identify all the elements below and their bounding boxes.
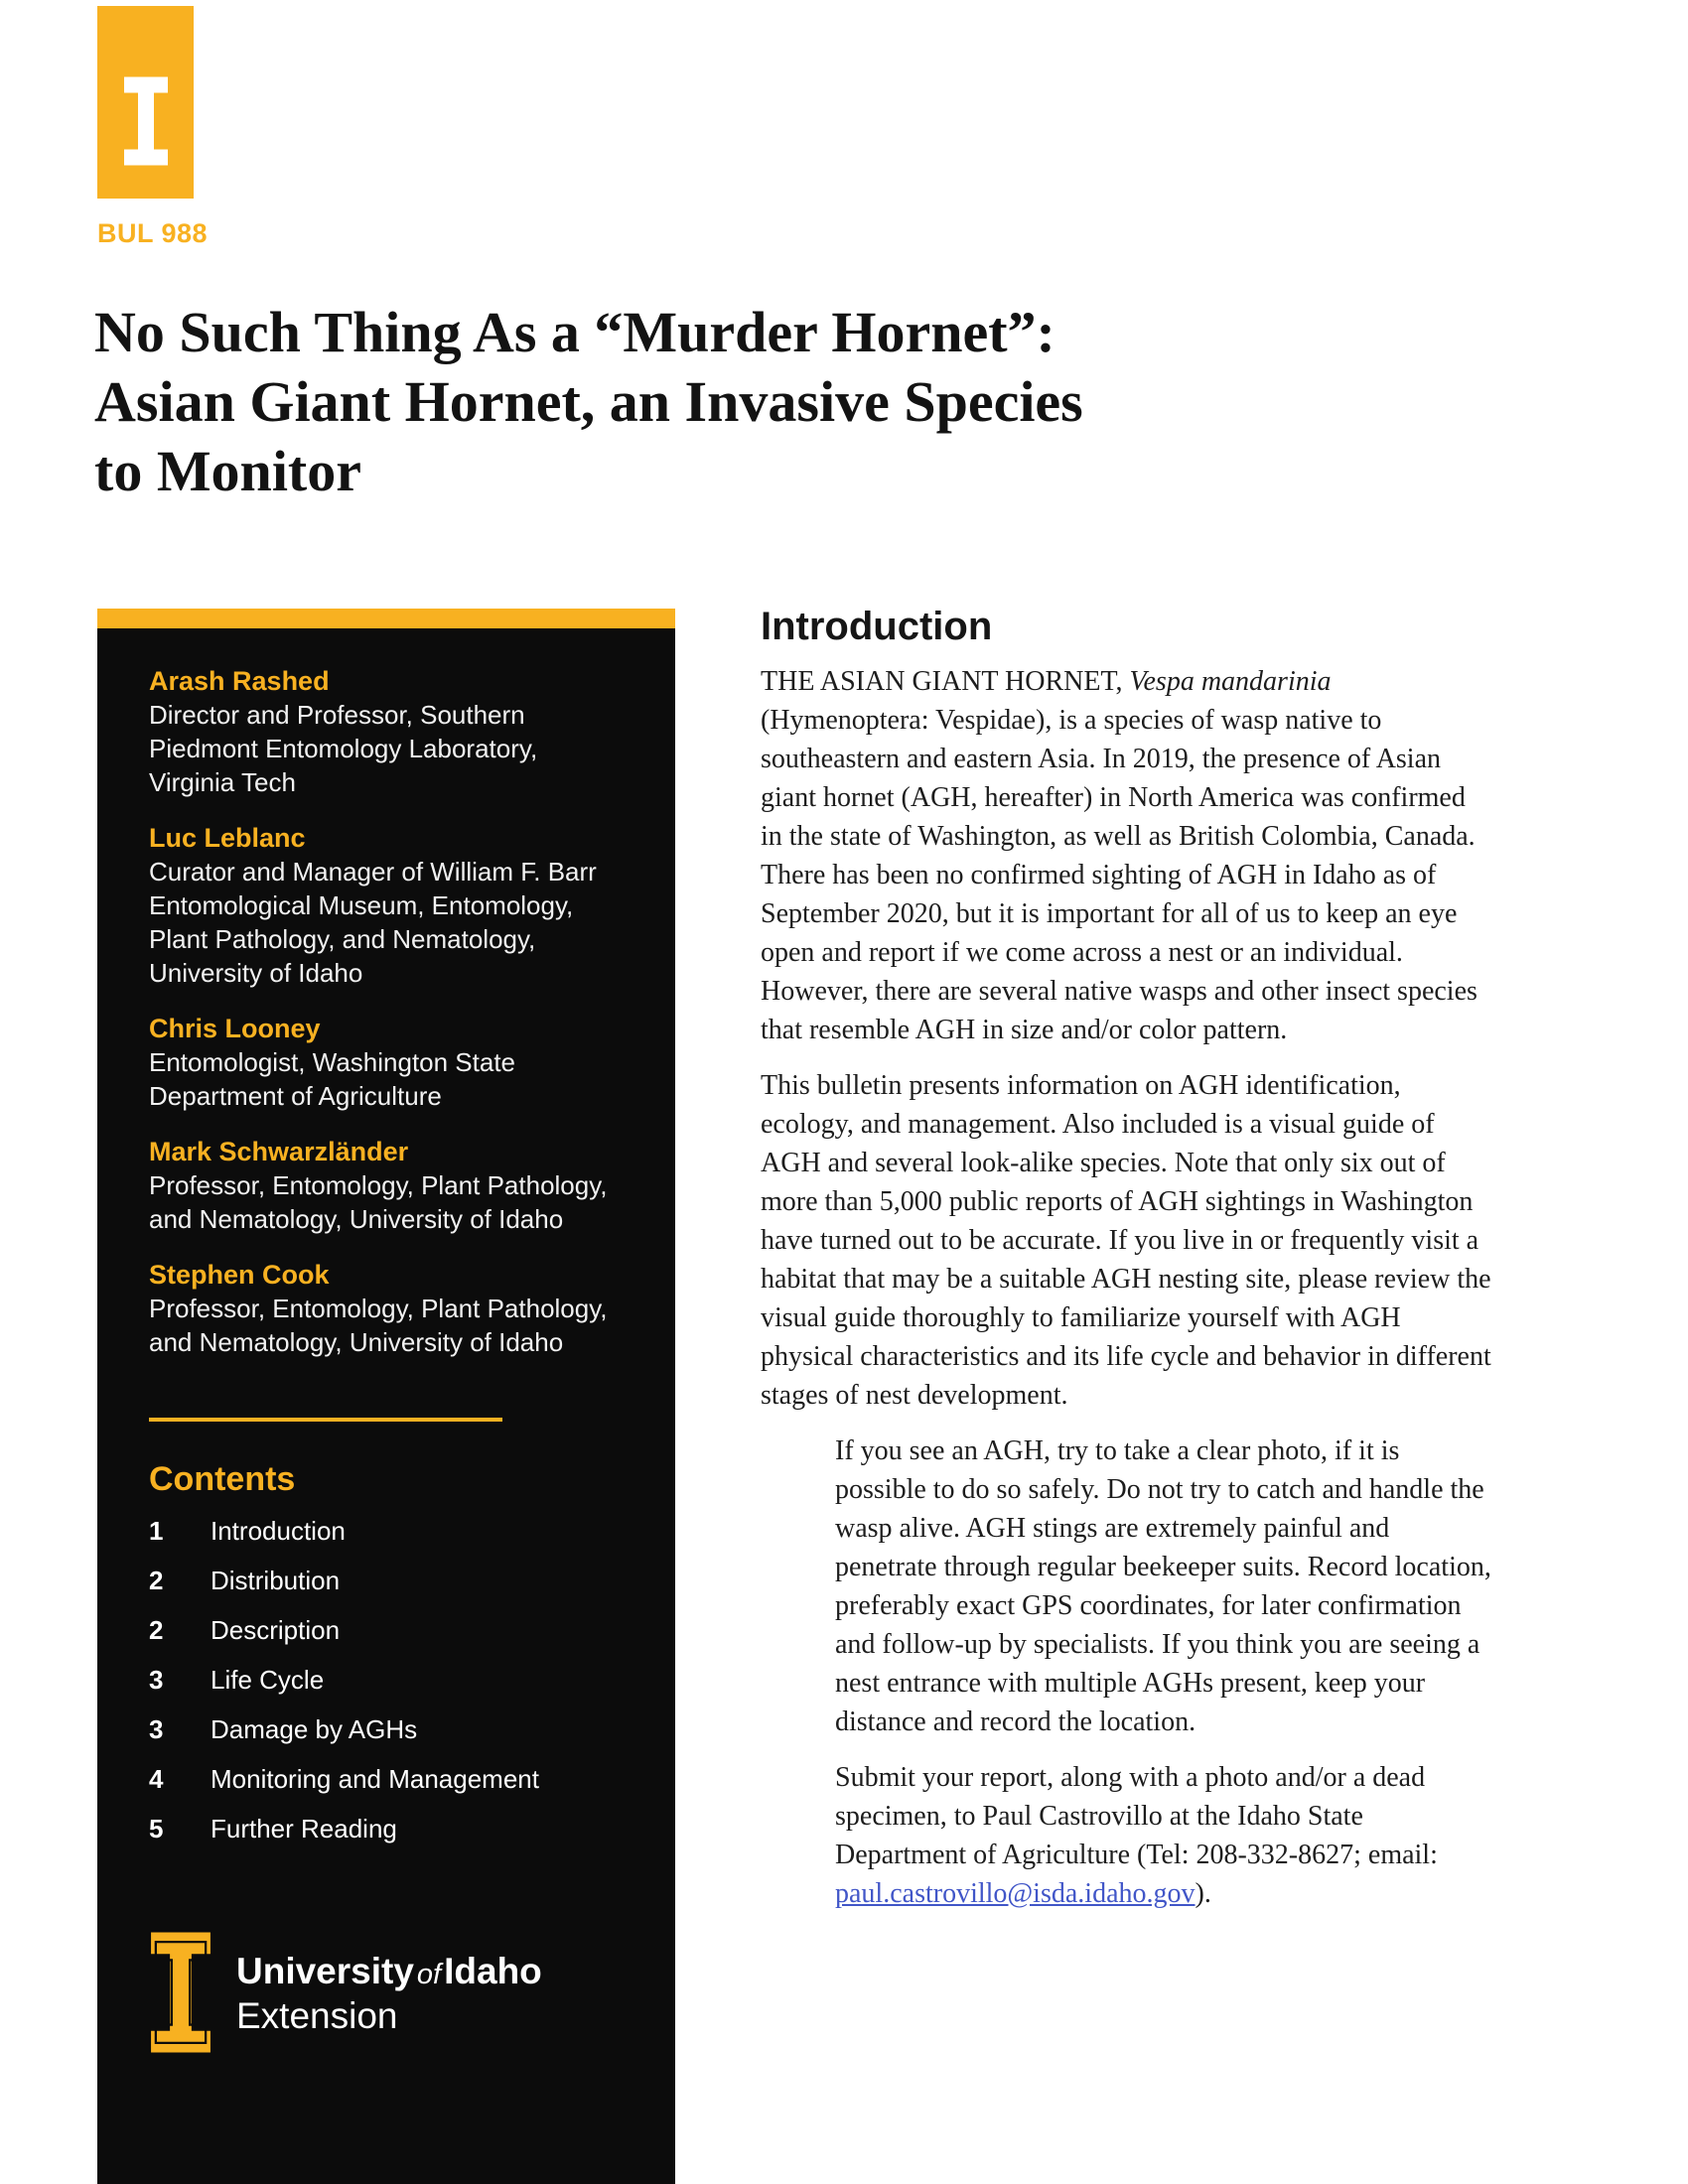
page-title-line-3: to Monitor — [94, 439, 361, 503]
author-affiliation: Professor, Entomology, Plant Pathology, and Nematology, University of Idaho — [149, 1294, 608, 1357]
contents-item-label: Description — [211, 1615, 341, 1645]
author-affiliation: Professor, Entomology, Plant Pathology, and Nematology, University of Idaho — [149, 1170, 608, 1234]
contents-page-number: 2 — [149, 1566, 164, 1595]
contents-page-number: 3 — [149, 1714, 164, 1744]
contents-item-introduction — [149, 1514, 618, 1564]
brand-university: University — [236, 1950, 414, 1991]
contents-page-number: 5 — [149, 1814, 164, 1843]
author-affiliation: Entomologist, Washington State Department of Agriculture — [149, 1047, 516, 1111]
contents-item-monitoring — [149, 1762, 618, 1812]
contents-item-label: Damage by AGHs — [211, 1714, 418, 1744]
brand-text — [236, 1950, 542, 2036]
author-name: Stephen Cook — [149, 1260, 330, 1290]
idaho-i-icon — [147, 1928, 214, 2057]
paragraph-1-lead: THE ASIAN GIANT HORNET, — [761, 666, 1130, 697]
contents-item-distribution — [149, 1564, 618, 1613]
author-entry — [149, 1258, 618, 1359]
brand-idaho: Idaho — [444, 1950, 542, 1991]
bulletin-number: BUL 988 — [97, 218, 209, 248]
author-affiliation: Curator and Manager of William F. Barr Entomological Museum, Entomology, Plant Pathology, and Nematology, University of Idaho — [149, 857, 597, 988]
author-entry — [149, 664, 618, 799]
sidebar-divider — [149, 1418, 502, 1422]
paragraph-4-lead: Submit your report, along with a photo and/or a dead specimen, to Paul Castrovillo at the Idaho State Department of Agriculture (Tel: 208-332-8627; email: — [835, 1762, 1438, 1870]
contents-item-label: Monitoring and Management — [211, 1764, 539, 1794]
paragraph-4-indented — [835, 1758, 1492, 1913]
contents-page-number: 4 — [149, 1764, 164, 1794]
page-title — [94, 298, 1083, 506]
contents-item-label: Life Cycle — [211, 1665, 325, 1695]
contents-page-number: 2 — [149, 1615, 164, 1645]
contents-list — [149, 1514, 618, 1861]
contents-page-number: 3 — [149, 1665, 164, 1695]
extension-brand — [147, 1928, 542, 2057]
contents-heading: Contents — [149, 1460, 296, 1498]
contents-item-life-cycle — [149, 1663, 618, 1712]
section-heading-introduction: Introduction — [761, 605, 993, 648]
contents-section — [149, 1458, 618, 1861]
sidebar-gold-bar — [97, 609, 675, 628]
species-name-italic: Vespa mandarinia — [1129, 666, 1332, 697]
author-affiliation: Director and Professor, Southern Piedmont Entomology Laboratory, Virginia Tech — [149, 700, 538, 797]
author-name: Arash Rashed — [149, 666, 330, 696]
sidebar-body — [97, 628, 675, 2184]
author-name: Mark Schwarzländer — [149, 1137, 409, 1166]
contents-item-label: Further Reading — [211, 1814, 397, 1843]
contents-item-description — [149, 1613, 618, 1663]
page-title-line-2: Asian Giant Hornet, an Invasive Species — [94, 369, 1083, 434]
idaho-i-icon — [121, 62, 171, 181]
paragraph-1 — [761, 662, 1492, 1049]
contents-item-label: Introduction — [211, 1516, 346, 1546]
paragraph-2: This bulletin presents information on AGH identification, ecology, and management. Also included is a visual guide of AGH and several look-alike species. Note that only six out of more than 5,000 public reports of AGH sightings in Washington have turned out to be accurate. If you live in or frequently visit a habitat that may be a suitable AGH nesting site, please review the visual guide thoroughly to familiarize yourself with AGH physical characteristics and its life cycle and behavior in different stages of nest development. — [761, 1070, 1491, 1411]
brand-line-extension: Extension — [236, 1994, 398, 2036]
author-entry — [149, 821, 618, 990]
university-logo-block — [97, 6, 194, 199]
paragraph-3-indented: If you see an AGH, try to take a clear photo, if it is possible to do so safely. Do not try to catch and handle the wasp alive. AGH stings are extremely painful and penetrate through regular beekeeper suits. Record location, preferably exact GPS coordinates, for later confirmation and follow-up by specialists. If you think you are seeing a nest entrance with multiple AGHs present, keep your distance and record the location. — [835, 1435, 1491, 1737]
contents-item-label: Distribution — [211, 1566, 341, 1595]
sidebar — [97, 609, 675, 2184]
page-title-line-1: No Such Thing As a “Murder Hornet”: — [94, 300, 1055, 364]
author-entry — [149, 1012, 618, 1113]
brand-of: of — [416, 1958, 442, 1990]
main-column — [761, 604, 1492, 1930]
paragraph-1-rest: (Hymenoptera: Vespidae), is a species of wasp native to southeastern and eastern Asia. In 2019, the presence of Asian giant hornet (AGH, hereafter) in North America was confirmed in the state of Washington, as well as British Colombia, Canada. There has been no confirmed sighting of AGH in Idaho as of September 2020, but it is important for all of us to keep an eye open and report if we come across a nest or an individual. However, there are several native wasps and other insect species that resemble AGH in size and/or color pattern. — [761, 705, 1477, 1045]
contents-item-damage — [149, 1712, 618, 1762]
brand-line-university-of-idaho — [236, 1950, 542, 1996]
paragraph-4-suffix: ). — [1195, 1878, 1211, 1909]
contents-item-further-reading — [149, 1812, 618, 1861]
author-name: Luc Leblanc — [149, 823, 306, 853]
contents-page-number: 1 — [149, 1516, 164, 1546]
author-entry — [149, 1135, 618, 1236]
author-name: Chris Looney — [149, 1014, 321, 1043]
email-link[interactable]: paul.castrovillo@isda.idaho.gov — [835, 1878, 1196, 1909]
